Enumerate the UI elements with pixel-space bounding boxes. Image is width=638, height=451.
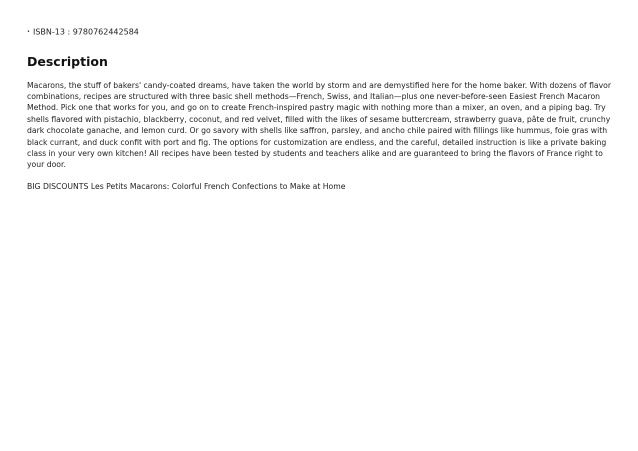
isbn-line: [27, 26, 617, 39]
discount-title-line: BIG DISCOUNTS Les Petits Macarons: Colorful French Confections to Make at Home: [27, 181, 346, 191]
bullet-icon: •: [27, 29, 30, 35]
document-page: [27, 26, 617, 192]
isbn-text: ISBN-13 : 9780762442584: [32, 27, 139, 37]
description-body: Macarons, the stuff of bakers' candy-coated dreams, have taken the world by storm and are demystified here for the home baker. With dozens of flavor combinations, recipes are structured with three basic shell methods—French, Swiss, and Italian—plus one never-before-seen Easiest French Macaron Method. Pick one that works for you, and go on to create French-inspired pastry magic with nothing more than a mixer, an oven, and a piping bag. Try shells flavored with pistachio, blackberry, coconut, and red velvet, filled with the likes of sesame buttercream, strawberry guava, pâte de fruit, crunchy dark chocolate ganache, and lemon curd. Or go savory with shells like saffron, parsley, and ancho chile paired with fillings like hummus, foie gras with black currant, and duck confit with port and fig. The options for customization are endless, and the careful, detailed instruction is like a private baking class in your very own kitchen! All recipes have been tested by students and teachers alike and are guaranteed to bring the flavors of France right to your door.: [27, 80, 612, 170]
description-heading: Description: [27, 53, 108, 69]
